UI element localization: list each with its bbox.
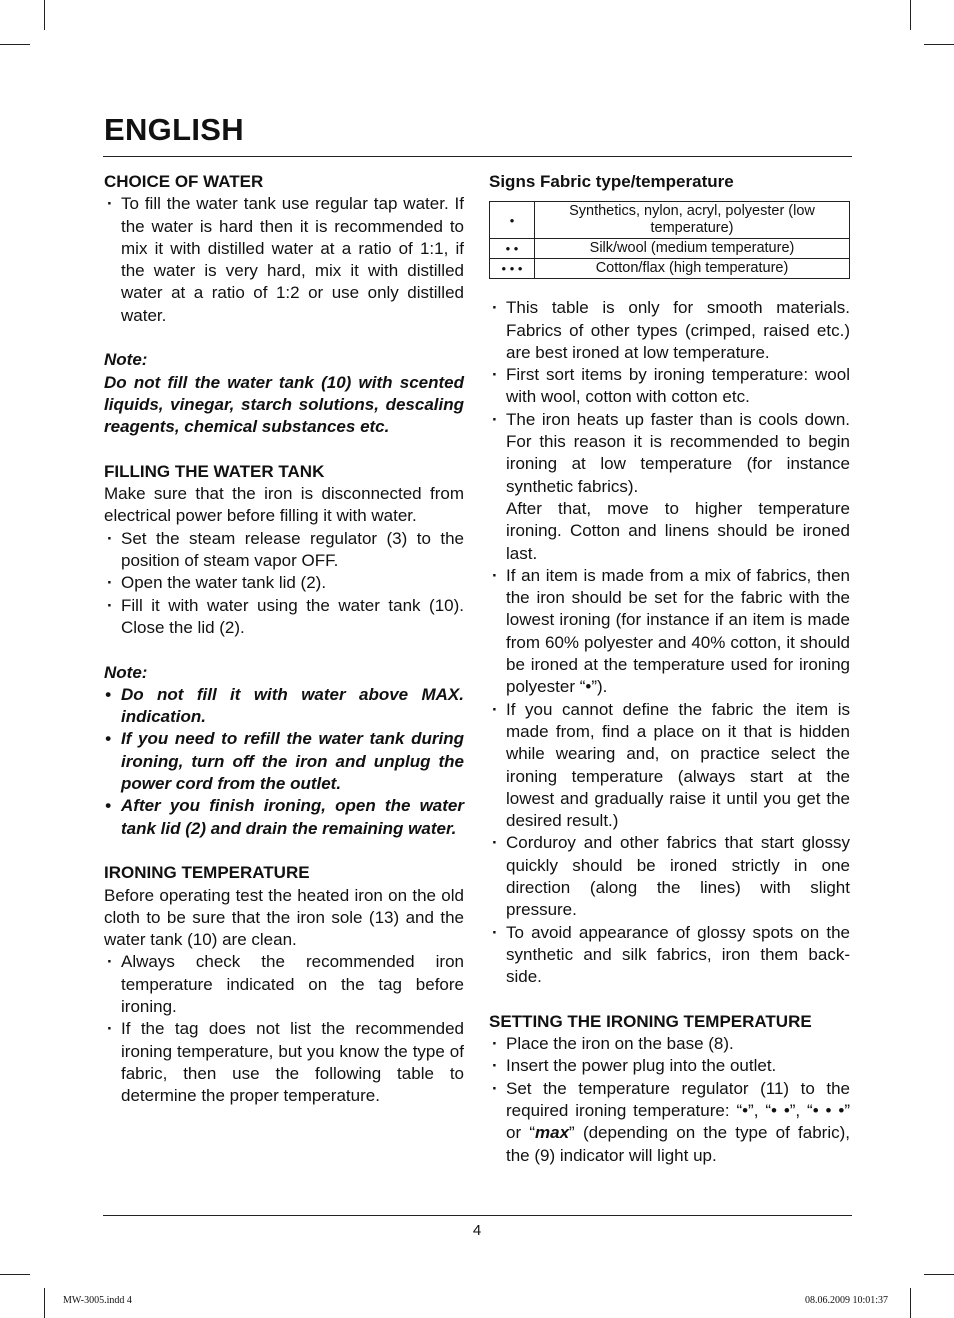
crop-mark <box>924 1274 954 1275</box>
crop-mark <box>910 0 911 30</box>
ironing-intro: Before operating test the heated iron on the old cloth to be sure that the iron sole (13) and the water tank (10) are clean. <box>104 885 464 950</box>
fabric-cell: Silk/wool (medium temperature) <box>535 239 850 259</box>
list-item: · To avoid appearance of glossy spots on the synthetic and silk fabrics, iron them back-side. <box>489 922 850 989</box>
list-item: • Do not fill it with water above MAX. indication. <box>104 684 464 729</box>
ironing-tips-list <box>489 297 850 988</box>
tip-continued: After that, move to higher temperature ironing. Cotton and linens should be ironed last. <box>506 498 850 563</box>
list-item: · If the tag does not list the recommended ironing temperature, but you know the type of fabric, then use the following table to determine the proper temperature. <box>104 1018 464 1107</box>
note-label: Note: <box>104 350 148 370</box>
print-timestamp: 08.06.2009 10:01:37 <box>804 1295 888 1306</box>
footer-rule <box>103 1215 852 1216</box>
list-item: · Set the steam release regulator (3) to the position of steam vapor OFF. <box>104 528 464 573</box>
tip-text: The iron heats up faster than is cools down. For this reason it is recommended to begin ironing at low temperature (for instance synthetic fabrics). <box>506 409 850 496</box>
choice-of-water-heading: CHOICE OF WATER <box>104 172 264 191</box>
list-item: · Open the water tank lid (2). <box>104 572 464 594</box>
filling-list <box>104 528 464 639</box>
crop-mark <box>0 1274 30 1275</box>
note-text: Do not fill the water tank (10) with scented liquids, vinegar, starch solutions, descaling reagents, chemical substances etc. <box>104 372 464 437</box>
list-item: · Corduroy and other fabrics that start glossy quickly should be ironed strictly in one direction (along the lines) with slight pressure. <box>489 832 850 921</box>
file-info: MW-3005.indd 4 <box>63 1295 132 1306</box>
left-column <box>104 171 464 1107</box>
list-item: · Place the iron on the base (8). <box>489 1033 850 1055</box>
crop-mark <box>44 1288 45 1318</box>
list-item: · This table is only for smooth materials. Fabrics of other types (crimped, raised etc.) are best ironed at low temperature. <box>489 297 850 364</box>
page-number: 4 <box>472 1222 482 1239</box>
list-item: · Always check the recommended iron temperature indicated on the tag before ironing. <box>104 951 464 1018</box>
note-label: Note: <box>104 662 148 682</box>
list-item: · To fill the water tank use regular tap water. If the water is hard then it is recommended to mix it with distilled water at a ratio of 1:1, if the water is very hard, mix it with distilled water at a ratio of 1:2 or use only distilled water. <box>104 193 464 327</box>
setting-list <box>489 1033 850 1167</box>
max-label: max <box>535 1123 570 1143</box>
right-column <box>489 171 850 1167</box>
list-item <box>489 409 850 565</box>
table-row <box>490 259 850 279</box>
ironing-temperature-heading: IRONING TEMPERATURE <box>104 863 310 883</box>
filling-intro: Make sure that the iron is disconnected from electrical power before filling it with water. <box>104 484 464 526</box>
list-item: • After you finish ironing, open the water tank lid (2) and drain the remaining water. <box>104 795 464 840</box>
page-title: ENGLISH <box>104 112 244 147</box>
sign-cell: • • • <box>490 259 535 279</box>
sign-cell: • • <box>490 239 535 259</box>
fabric-cell: Synthetics, nylon, acryl, polyester (low temperature) <box>535 202 850 239</box>
setting-temperature-heading: SETTING THE IRONING TEMPERATURE <box>489 1011 812 1031</box>
crop-mark <box>924 44 954 45</box>
fabric-temperature-table <box>489 201 850 279</box>
ironing-list <box>104 951 464 1107</box>
fabric-cell: Cotton/flax (high temperature) <box>535 259 850 279</box>
crop-mark <box>44 0 45 30</box>
list-item: · Fill it with water using the water tank (10). Close the lid (2). <box>104 595 464 640</box>
table-heading: Signs Fabric type/temperature <box>489 172 734 191</box>
setting-text: ” (depending on the type of fabric), the (9) indicator will light up. <box>506 1123 850 1165</box>
choice-of-water-list <box>104 193 464 327</box>
table-row <box>490 202 850 239</box>
setting-text: Set the temperature regulator (11) to the required ironing temperature: “•”, “• •”, “• • •” or “ <box>506 1078 850 1143</box>
list-item: · If an item is made from a mix of fabrics, then the iron should be set for the fabric with the lowest ironing (for instance if an item is made from 60% polyester and 40% cotton, it should be ironed at the temperature used for ironing polyester “•”). <box>489 565 850 699</box>
crop-mark <box>0 44 30 45</box>
list-item: · Insert the power plug into the outlet. <box>489 1055 850 1077</box>
list-item <box>489 1078 850 1167</box>
sign-cell: • <box>490 202 535 239</box>
table-row <box>490 239 850 259</box>
header-rule <box>103 156 852 157</box>
filling-heading: FILLING THE WATER TANK <box>104 461 325 481</box>
list-item: · First sort items by ironing temperature: wool with wool, cotton with cotton etc. <box>489 364 850 409</box>
list-item: • If you need to refill the water tank during ironing, turn off the iron and unplug the power cord from the outlet. <box>104 728 464 795</box>
crop-mark <box>910 1288 911 1318</box>
note-list <box>104 684 464 840</box>
list-item: · If you cannot define the fabric the item is made from, find a place on it that is hidden while wearing and, on practice select the ironing temperature (always start at the lowest and gradually raise it until you get the desired result.) <box>489 699 850 833</box>
